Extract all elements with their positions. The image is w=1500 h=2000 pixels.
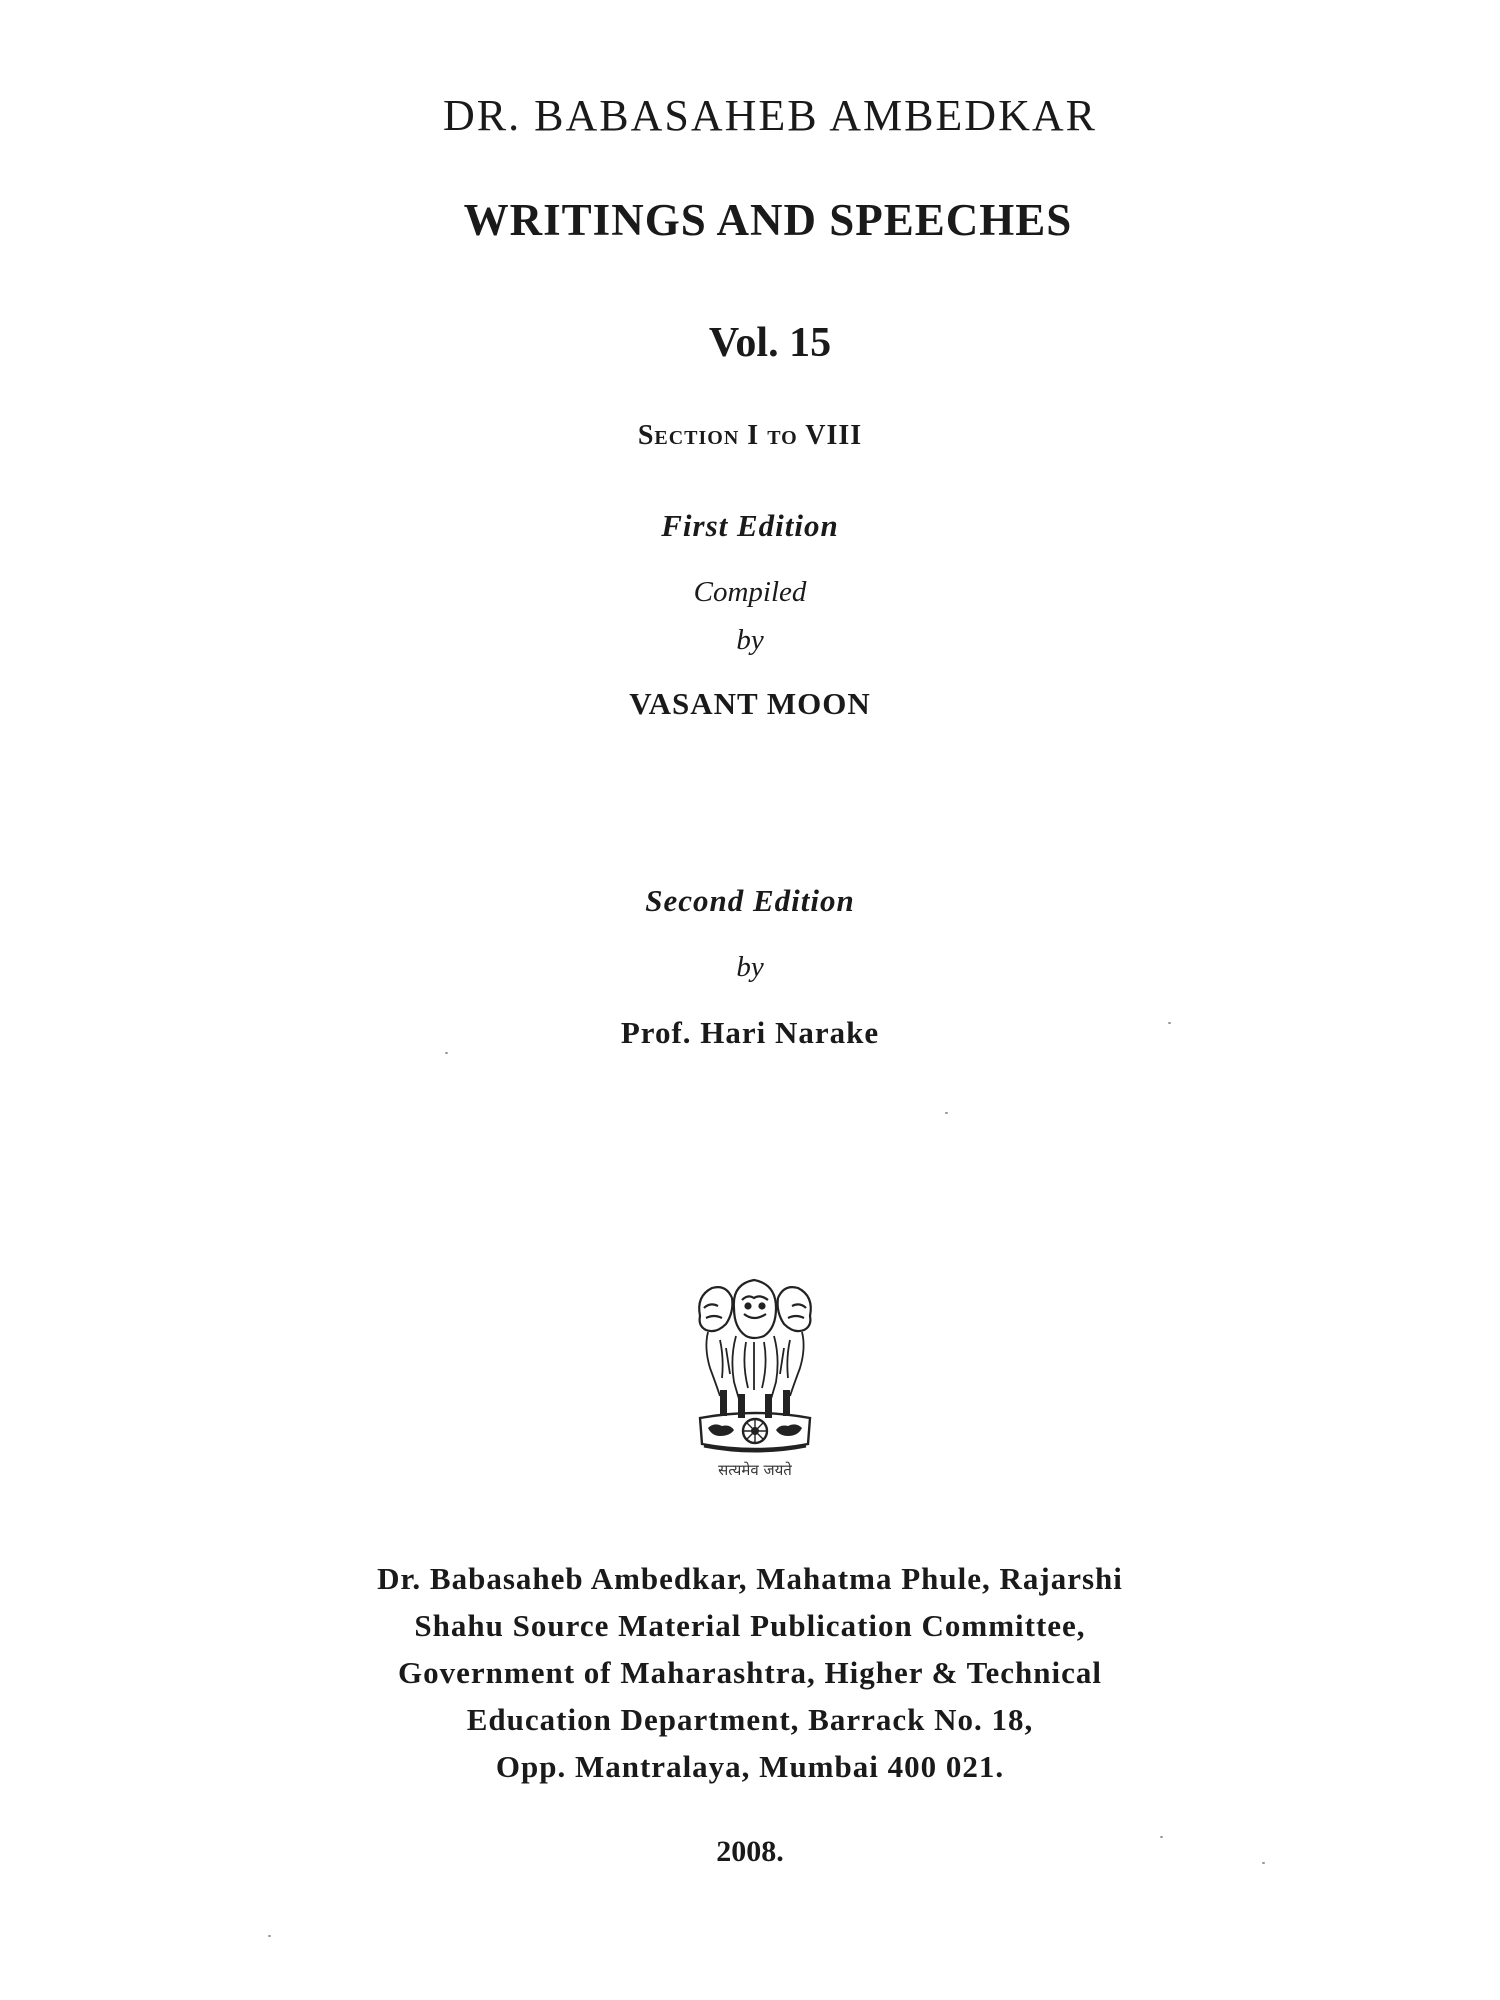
publisher-line: Dr. Babasaheb Ambedkar, Mahatma Phule, Rajarshi [377, 1561, 1123, 1596]
first-edition-label: First Edition [661, 508, 839, 543]
publisher-line: Government of Maharashtra, Higher & Technical [398, 1655, 1102, 1690]
scan-speck [445, 1052, 448, 1054]
volume-number: Vol. 15 [708, 320, 832, 366]
section-range: Section I to VIII [637, 420, 863, 451]
by-label-editor: by [736, 951, 764, 983]
scan-speck [1262, 1862, 1265, 1864]
publication-year: 2008. [716, 1835, 784, 1868]
national-emblem-icon [690, 1278, 820, 1478]
compiled-label: Compiled [693, 576, 807, 608]
book-title: WRITINGS AND SPEECHES [463, 195, 1073, 245]
emblem-motto: सत्यमेव जयते [718, 1461, 792, 1479]
publisher-line: Opp. Mantralaya, Mumbai 400 021. [495, 1749, 1005, 1784]
publisher-line: Education Department, Barrack No. 18, [466, 1702, 1034, 1737]
compiler-name: VASANT MOON [629, 686, 871, 721]
publisher-block [0, 1555, 1500, 1790]
scan-speck [268, 1935, 271, 1937]
scan-speck [1168, 1022, 1171, 1024]
scan-speck [945, 1112, 948, 1114]
publisher-line: Shahu Source Material Publication Committee, [414, 1608, 1086, 1643]
scan-speck [1160, 1836, 1163, 1838]
second-edition-label: Second Edition [645, 883, 855, 918]
editor-name: Prof. Hari Narake [620, 1015, 880, 1050]
by-label-compiler: by [736, 624, 764, 656]
author-name: DR. BABASAHEB AMBEDKAR [443, 91, 1097, 140]
